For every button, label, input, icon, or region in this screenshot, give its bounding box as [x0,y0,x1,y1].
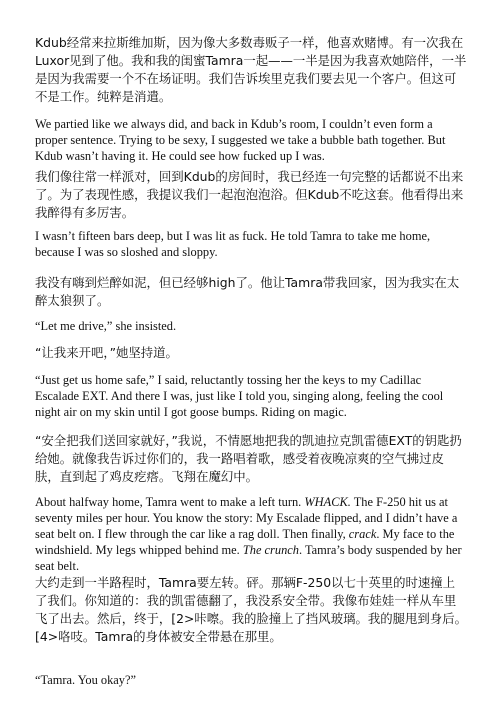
crash-text-4: . Tamra’s body suspended by her seat belt. [35,543,462,573]
paragraph-zh-4: “让我来开吧，”她坚持道。 [35,345,178,360]
paragraph-en-5 [35,494,467,574]
paragraph-en-4: “Just get us home safe,” I said, reluctantly tossing her the keys to my Cadillac Escalade EXT. And there I was, just like I told you, singing along, feeling the cool night air on my skin until I got goose bumps. Riding on magic. [35,373,444,419]
crash-text-1: About halfway home, Tamra went to make a left turn. [35,495,305,509]
paragraph-en-1: We partied like we always did, and back in Kdub’s room, I couldn’t even form a proper sentence. Trying to be sexy, I suggested we take a bubble bath together. But Kdub wasn’t having it. He could see how fucked up I was. [35,117,446,163]
paragraph-en-6: “Tamra. You okay?” [35,673,136,687]
paragraph-zh-1: Kdub经常来拉斯维加斯，因为像大多数毒贩子一样，他喜欢赌博。有一次我在Luxor见到了他。我和我的闺蜜Tamra一起——一半是因为我喜欢她陪伴，一半是因为我需要一个不在场证明。我们告诉埃里克我们要去见一个客户。但这可不是工作。纯粹是消遣。 [35,35,467,104]
whack-text: WHACK. [304,495,351,509]
crunch-text: The crunch [242,543,299,557]
crack-text: crack [348,527,377,541]
paragraph-zh-5: “安全把我们送回家就好，”我说，不情愿地把我的凯迪拉克凯雷德EXT的钥匙扔给她。就像我告诉过你们的，我一路唱着歌，感受着夜晚凉爽的空气拂过皮肤，直到起了鸡皮疙瘩。飞翔在魔幻中。 [35,433,462,484]
paragraph-zh-6: 大约走到一半路程时，Tamra要左转。砰。那辆F-250以七十英里的时速撞上了我们。你知道的：我的凯雷德翻了，我没系安全带。我像布娃娃一样从车里飞了出去。然后，终于，[2>咔嚓。我的脸撞上了挡风玻璃。我的腿甩到身后。[4>咯吱。Tamra的身体被安全带悬在那里。 [35,575,467,644]
paragraph-en-3: “Let me drive,” she insisted. [35,319,177,333]
crash-text-3: . My face to the windshield. My legs whipped behind me. [35,527,455,557]
paragraph-zh-3: 我没有嗨到烂醉如泥，但已经够high了。他让Tamra带我回家，因为我实在太醉太狼狈了。 [35,275,460,308]
crash-text-2: The F-250 hit us at seventy miles per hour. You know the story: My Escalade flipped, and I didn’t have a seat belt on. I flew through the car like a rag doll. Then finally, [35,495,458,541]
paragraph-zh-2: 我们像往常一样派对，回到Kdub的房间时，我已经连一句完整的话都说不出来了。为了表现性感，我提议我们一起泡泡泡浴。但Kdub不吃这套。他看得出来我醉得有多厉害。 [35,169,464,220]
paragraph-en-2: I wasn’t fifteen bars deep, but I was lit as fuck. He told Tamra to take me home, because I was so sloshed and sloppy. [35,229,431,259]
